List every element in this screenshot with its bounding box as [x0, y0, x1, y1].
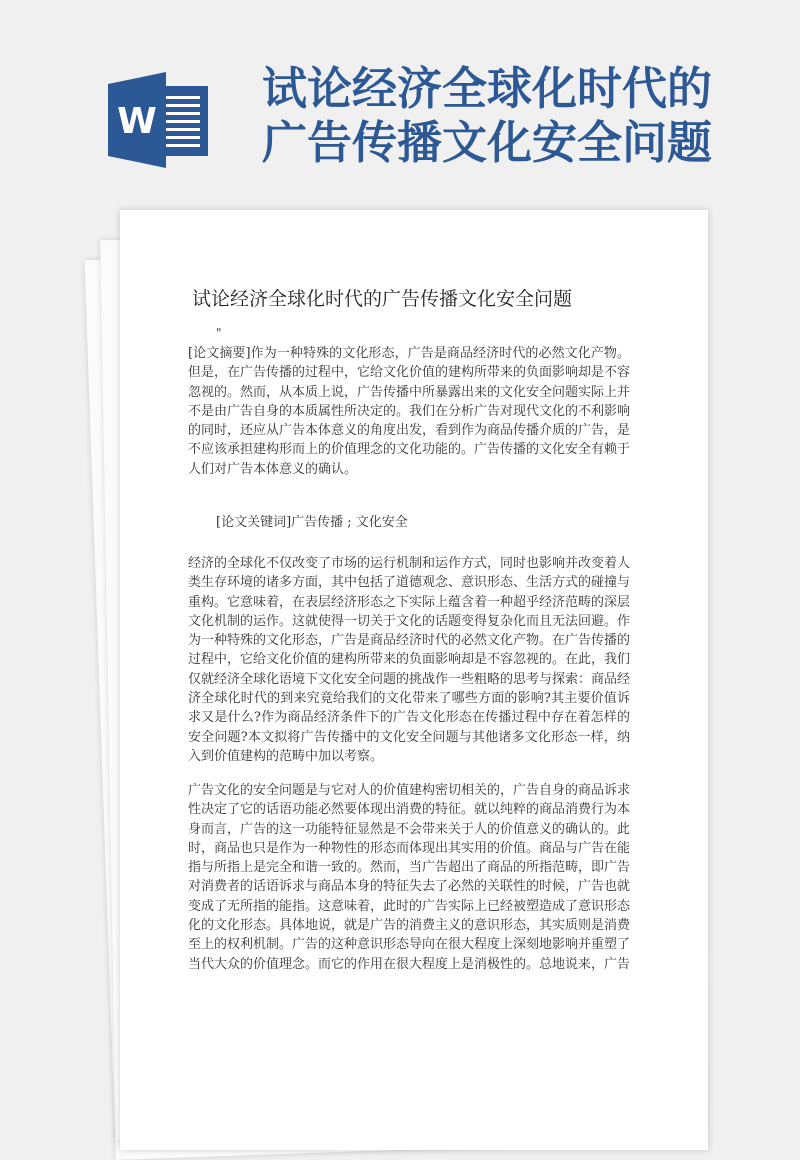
document-page — [120, 210, 708, 1150]
word-document-icon — [108, 72, 212, 168]
body-paragraph: 广告文化的安全问题是与它对人的价值建构密切相关的，广告自身的商品诉求性决定了它的话语功能必然要体现出消费的特征。就以纯粹的商品消费行为本身而言，广告的这一功能特征显然是不会带来关于人的价值意义的确认的。此时，商品也只是作为一种物性的形态而体现出其实用的价值。商品与广告在能指与所指上是完全和谐一致的。然而，当广告超出了商品的所指范畴，即广告对消费者的话语诉求与商品本身的特征失去了必然的关联性的时候，广告也就变成了无所指的能指。这意味着，此时的广告实际上已经被塑造成了意识形态化的文化形态。具体地说，就是广告的消费主义的意识形态，其实质则是消费至上的权利机制。广告的这种意识形态导向在很大程度上深刻地影响并重塑了当代大众的价值理念。而它的作用在很大程度上是消极性的。总地说来，广告 — [188, 783, 631, 972]
abstract-paragraph: [论文摘要]作为一种特殊的文化形态，广告是商品经济时代的必然文化产物。但是，在广告传播的过程中，它给文化价值的建构所带来的负面影响却是不容忽视的。然而，从本质上说，广告传播中所暴露出来的文化安全问题实际上并不是由广告自身的本质属性所决定的。我们在分析广告对现代文化的不利影响的同时，还应从广告本体意义的角度出发，看到作为商品传播介质的广告，是不应该承担建构形而上的价值理念的文化功能的。广告传播的文化安全有赖于人们对广告本体意义的确认。 — [188, 346, 631, 477]
banner-title-line-2: 广告传播文化安全问题 — [262, 116, 713, 169]
document-title: 试论经济全球化时代的广告传播文化安全问题 — [192, 288, 573, 310]
word-icon-letter: W — [117, 101, 157, 142]
banner-title-line-1: 试论经济全球化时代的 — [262, 62, 713, 115]
banner-title — [262, 62, 732, 170]
body-paragraph: 经济的全球化不仅改变了市场的运行机制和运作方式，同时也影响并改变着人类生存环境的诸多方面，其中包括了道德观念、意识形态、生活方式的碰撞与重构。它意味着，在表层经济形态之下实际上蕴含着一种超乎经济范畴的深层文化机制的运作。这就使得一切关于文化的话题变得复杂化而且无法回避。作为一种特殊的文化形态，广告是商品经济时代的必然文化产物。在广告传播的过程中，它给文化价值的建构所带来的负面影响却是不容忽视的。在此，我们仅就经济全球化语境下文化安全问题的挑战作一些粗略的思考与探索：商品经济全球化时代的到来究竟给我们的文化带来了哪些方面的影响?其主要价值诉求又是什么?作为商品经济条件下的广告文化形态在传播过程中存在着怎样的安全问题?本文拟将广告传播中的文化安全问题与其他诸多文化形态一样，纳入到价值建构的范畴中加以考察。 — [188, 556, 631, 764]
quote-mark: " — [216, 326, 222, 340]
keywords-line: [论文关键词]广告传播 ; 文化安全 — [216, 515, 408, 530]
